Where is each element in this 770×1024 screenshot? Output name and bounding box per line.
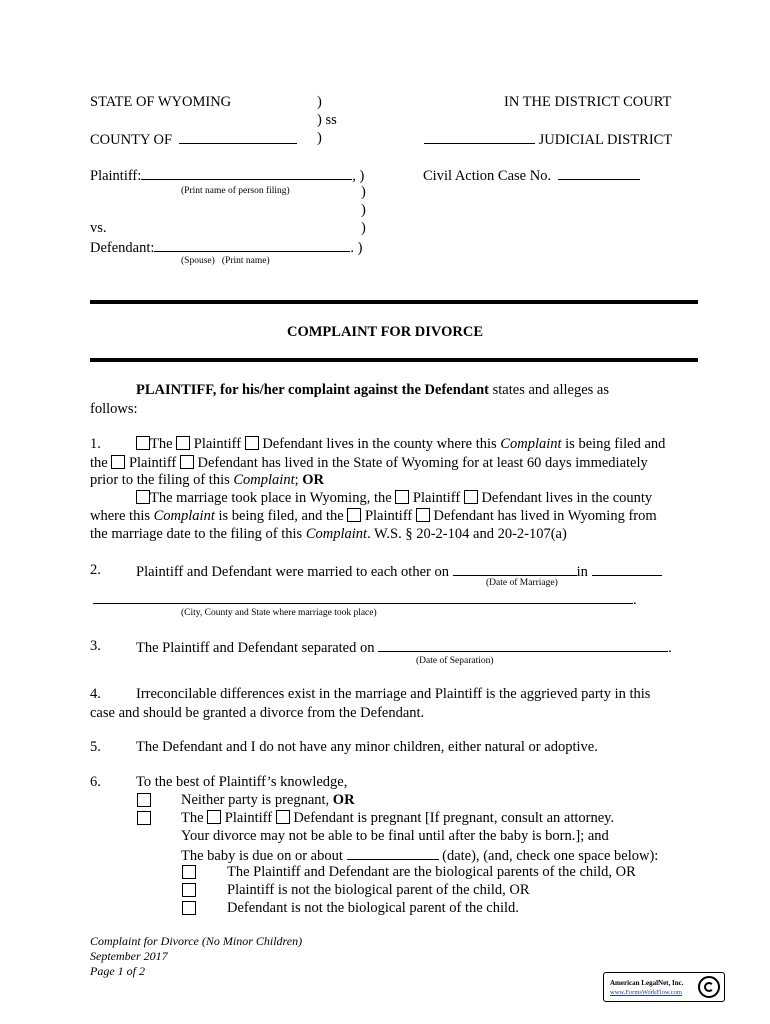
para3-period: .	[668, 640, 672, 656]
para6-text: Neither party is pregnant,	[181, 792, 330, 808]
separation-date-hint: (Date of Separation)	[416, 656, 494, 666]
para2-number: 2.	[90, 562, 101, 578]
para1-line1	[136, 436, 665, 453]
para3-number: 3.	[90, 638, 101, 654]
defendant-checkbox[interactable]	[245, 436, 259, 450]
plaintiff-label: Plaintiff:	[90, 168, 142, 184]
publisher-logo	[603, 972, 725, 1002]
complaint-italic: Complaint	[500, 436, 562, 452]
or-bold: OR	[302, 472, 325, 488]
footer	[90, 934, 302, 979]
plaintiff-line	[90, 166, 364, 185]
state-label: STATE OF WYOMING	[90, 94, 232, 110]
para1-text: prior to the filing of this	[90, 472, 230, 488]
para1-number: 1.	[90, 436, 101, 452]
para1-text: is being filed and	[565, 436, 666, 452]
para6-intro: To the best of Plaintiff’s knowledge,	[136, 774, 348, 790]
due-date-field[interactable]	[347, 846, 439, 860]
seal-icon	[698, 976, 720, 998]
publisher-name: American LegalNet, Inc.	[610, 979, 684, 987]
para1-text: Defendant lives in the county where this	[262, 436, 497, 452]
pregnant-checkbox[interactable]	[137, 811, 151, 825]
defendant-checkbox[interactable]	[276, 810, 290, 824]
county-field[interactable]	[179, 130, 297, 144]
complaint-italic: Complaint	[153, 508, 215, 524]
footer-page: Page 1 of 2	[90, 964, 145, 978]
para1-text: Plaintiff	[193, 436, 242, 452]
para6-sub1: The Plaintiff and Defendant are the biological parents of the child, OR	[227, 864, 636, 880]
marriage-place-field[interactable]	[93, 590, 633, 604]
para1-line2	[90, 455, 648, 472]
para6-text: Defendant is pregnant [If pregnant, consult an attorney.	[293, 810, 615, 826]
para1-text: . W.S. § 20-2-104 and 20-2-107(a)	[367, 526, 567, 542]
caption-paren: )	[317, 130, 322, 146]
para6-opt1	[181, 792, 355, 809]
para4-number: 4.	[90, 686, 101, 702]
para6-line3: Your divorce may not be able to be final until after the baby is born.]; and	[181, 828, 609, 844]
both-parents-checkbox[interactable]	[182, 865, 196, 879]
spouse-label: (Spouse)	[181, 256, 215, 266]
marriage-wyoming-checkbox[interactable]	[136, 490, 150, 504]
para1-text: ;	[294, 472, 299, 488]
defendant-end: . )	[350, 240, 363, 256]
plaintiff-checkbox[interactable]	[395, 490, 409, 504]
para1-line4	[136, 490, 652, 507]
para1-text: Defendant lives in the county	[481, 490, 653, 506]
intro-line2: follows:	[90, 401, 138, 417]
caption-paren: )	[361, 202, 366, 218]
marriage-date-field[interactable]	[453, 562, 577, 576]
para1-text: the	[90, 455, 108, 471]
intro-line	[136, 382, 609, 399]
para1-text: is being filed, and the	[218, 508, 344, 524]
para1-text: Defendant has lived in the State of Wyoming for at least 60 days immediately	[197, 455, 648, 471]
county-label	[90, 130, 297, 149]
marriage-extra-field[interactable]	[592, 562, 662, 576]
para6-text: The baby is due on or about	[181, 848, 343, 864]
spouse-hint	[181, 256, 270, 266]
page-title: COMPLAINT FOR DIVORCE	[286, 324, 483, 340]
case-number-field[interactable]	[558, 166, 640, 180]
spouse-print-label: (Print name)	[221, 256, 270, 266]
intro-bold: PLAINTIFF, for his/her complaint against the Defendant	[136, 382, 489, 398]
residency-county-checkbox[interactable]	[136, 436, 150, 450]
caption-paren: )	[317, 94, 322, 110]
para2-period: .	[633, 592, 637, 608]
para2-line	[136, 562, 662, 581]
para1-text: Plaintiff	[128, 455, 177, 471]
case-number-label: Civil Action Case No.	[423, 168, 552, 184]
or-bold: OR	[332, 792, 355, 808]
court-label: IN THE DISTRICT COURT	[504, 94, 672, 110]
footer-date: September 2017	[90, 949, 168, 963]
plaintiff-checkbox[interactable]	[207, 810, 221, 824]
para1-text: The	[150, 436, 173, 452]
bottom-rule	[90, 358, 698, 362]
separation-date-field[interactable]	[378, 638, 668, 652]
footer-form-title: Complaint for Divorce (No Minor Children)	[90, 934, 303, 948]
vs-label: vs.	[90, 220, 107, 236]
not-pregnant-checkbox[interactable]	[137, 793, 151, 807]
publisher-url[interactable]: www.FormsWorkFlow.com	[610, 989, 682, 996]
para6-sub3: Defendant is not the biological parent of the child.	[227, 900, 519, 916]
case-number	[423, 166, 640, 185]
para2-in: in	[576, 564, 588, 580]
plaintiff-end: , )	[352, 168, 365, 184]
top-rule	[90, 300, 698, 304]
para6-sub2: Plaintiff is not the biological parent of the child, OR	[227, 882, 530, 898]
marriage-place-hint: (City, County and State where marriage took place)	[181, 608, 377, 618]
para6-opt2	[181, 810, 614, 827]
para1-text: Plaintiff	[412, 490, 461, 506]
plaintiff-checkbox[interactable]	[347, 508, 361, 522]
para1-line5	[90, 508, 657, 525]
para2-text: Plaintiff and Defendant were married to each other on	[136, 564, 449, 580]
para3-text: The Plaintiff and Defendant separated on	[136, 640, 375, 656]
para1-line3	[90, 472, 324, 489]
plaintiff-checkbox[interactable]	[176, 436, 190, 450]
para3-line	[136, 638, 672, 657]
para1-text: where this	[90, 508, 150, 524]
para1-text: Defendant has lived in Wyoming from	[433, 508, 657, 524]
judicial-district-label: JUDICIAL DISTRICT	[538, 132, 673, 148]
print-name-hint: (Print name of person filing)	[181, 186, 290, 196]
defendant-line	[90, 238, 363, 257]
para6-line4	[181, 846, 658, 865]
para4-line1: Irreconcilable differences exist in the marriage and Plaintiff is the aggrieved party in this	[136, 686, 651, 702]
para4-line2: case and should be granted a divorce from the Defendant.	[90, 705, 425, 721]
intro-rest: states and alleges as	[489, 382, 609, 398]
county-text: COUNTY OF	[90, 132, 173, 148]
marriage-date-hint: (Date of Marriage)	[486, 578, 558, 588]
defendant-label: Defendant:	[90, 240, 155, 256]
ss-label: ) ss	[317, 112, 337, 128]
para5-text: The Defendant and I do not have any minor children, either natural or adoptive.	[136, 739, 598, 755]
complaint-italic: Complaint	[233, 472, 295, 488]
para1-line6	[90, 526, 567, 543]
plaintiff-checkbox[interactable]	[111, 455, 125, 469]
para1-text: The marriage took place in Wyoming, the	[150, 490, 392, 506]
para6-number: 6.	[90, 774, 101, 790]
para1-text: the marriage date to the filing of this	[90, 526, 303, 542]
para6-text: Plaintiff	[224, 810, 273, 826]
caption-paren: )	[361, 220, 366, 236]
judicial-district	[424, 130, 672, 149]
defendant-name-field[interactable]	[154, 238, 350, 252]
defendant-not-parent-checkbox[interactable]	[182, 901, 196, 915]
marriage-place-line	[93, 590, 637, 609]
para5-number: 5.	[90, 739, 101, 755]
judicial-district-field[interactable]	[424, 130, 535, 144]
plaintiff-not-parent-checkbox[interactable]	[182, 883, 196, 897]
plaintiff-name-field[interactable]	[141, 166, 352, 180]
defendant-checkbox[interactable]	[416, 508, 430, 522]
defendant-checkbox[interactable]	[180, 455, 194, 469]
para1-text: Plaintiff	[364, 508, 413, 524]
caption-paren: )	[361, 184, 366, 200]
complaint-italic: Complaint	[305, 526, 368, 542]
defendant-checkbox[interactable]	[464, 490, 478, 504]
para6-text: The	[181, 810, 204, 826]
para6-text: (date), (and, check one space below):	[442, 848, 659, 864]
